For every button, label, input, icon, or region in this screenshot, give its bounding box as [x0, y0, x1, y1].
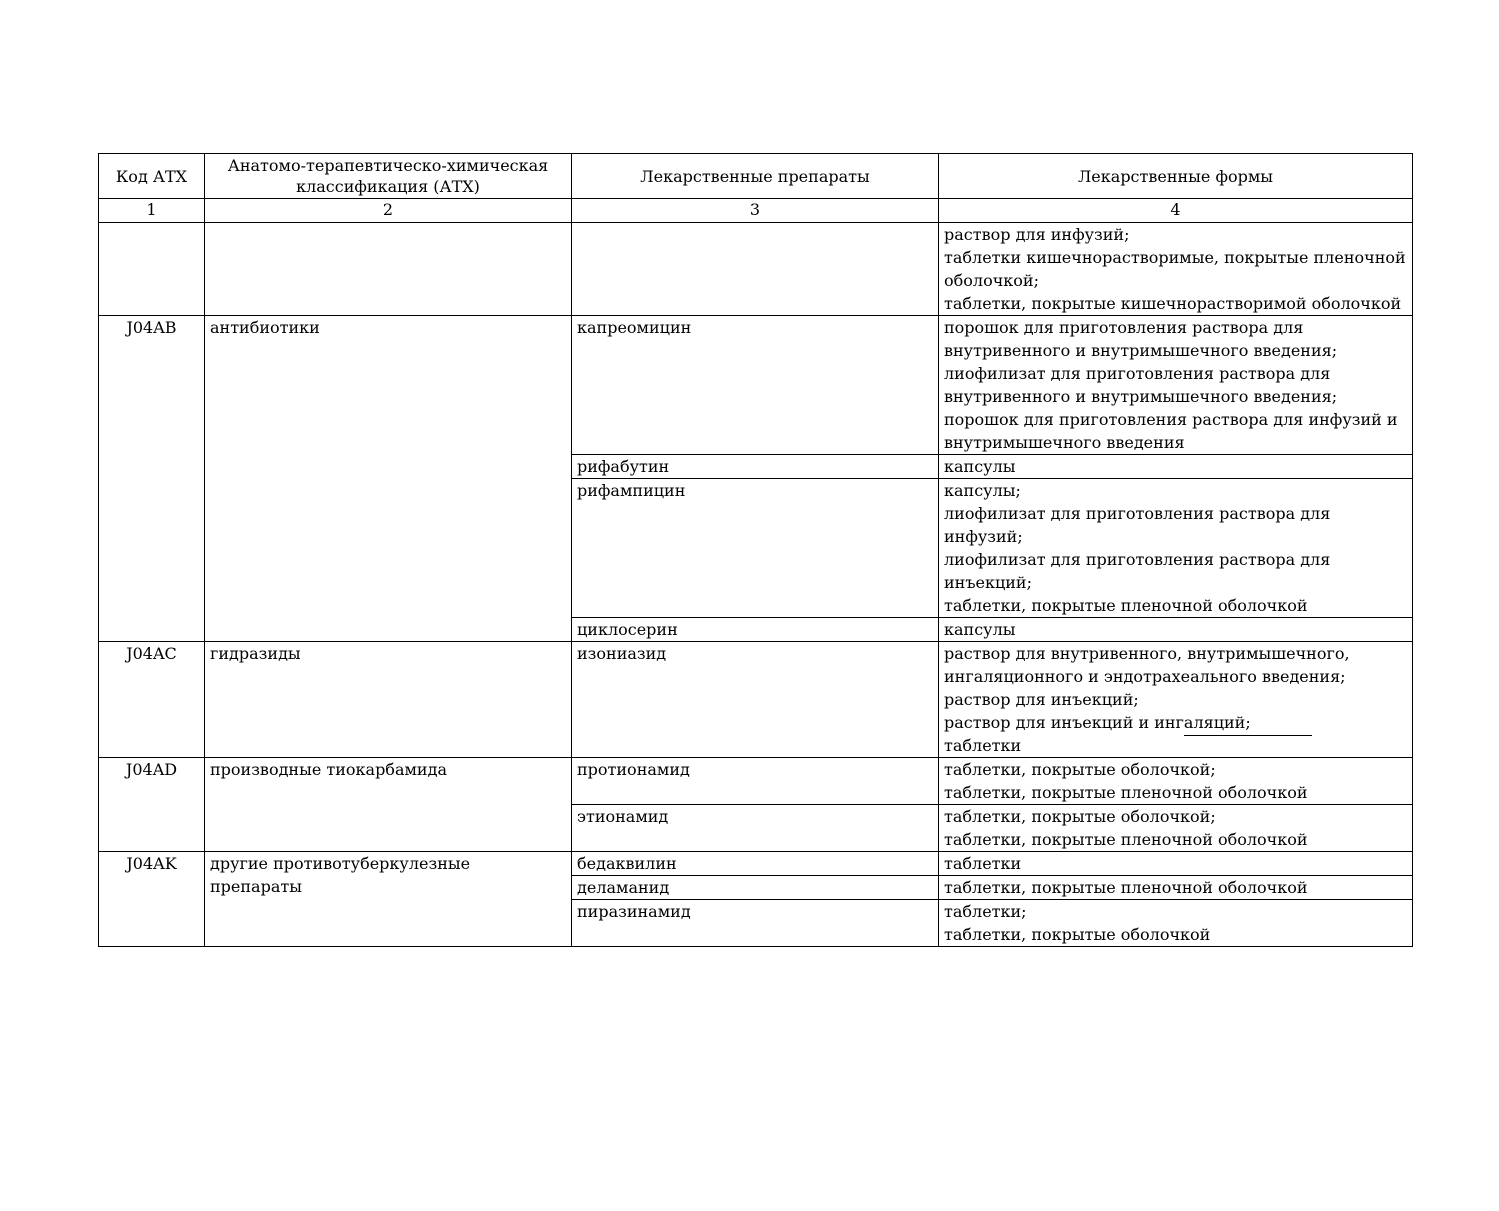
drug-name-cell: пиразинамид [572, 900, 939, 947]
drug-name-cell: рифампицин [572, 479, 939, 618]
form-item: раствор для внутривенного, внутримышечного, ингаляционного и эндотрахеального введения; [944, 644, 1355, 686]
drug-name-cell: бедаквилин [572, 852, 939, 876]
form-item: таблетки [944, 854, 1022, 873]
dosage-forms-cell [939, 642, 1413, 758]
table-row [99, 758, 1413, 805]
drug-cell [572, 223, 939, 316]
dosage-forms-cell [939, 805, 1413, 852]
table-body [99, 199, 1413, 947]
form-item: таблетки кишечнорастворимые, покрытые пленочной оболочкой; [944, 248, 1411, 290]
atx-code-cell: J04AK [99, 852, 205, 947]
drug-name-cell: циклосерин [572, 618, 939, 642]
form-item: таблетки, покрытые оболочкой; [944, 807, 1216, 826]
form-item: порошок для приготовления раствора для инфузий и внутримышечного введения [944, 410, 1403, 452]
table-row [99, 316, 1413, 455]
table-row [99, 852, 1413, 876]
form-item: раствор для инъекций и ингаляций; [944, 713, 1251, 732]
dosage-forms-cell [939, 479, 1413, 618]
form-item: таблетки, покрытые оболочкой; [944, 760, 1216, 779]
column-number: 3 [572, 199, 939, 223]
dosage-forms-cell [939, 618, 1413, 642]
form-item: таблетки, покрытые пленочной оболочкой [944, 783, 1308, 802]
drug-name-cell: деламанид [572, 876, 939, 900]
table-row [99, 642, 1413, 758]
form-item: лиофилизат для приготовления раствора для внутривенного и внутримышечного введения; [944, 364, 1338, 406]
form-item: раствор для инфузий; [944, 225, 1130, 244]
column-number-row [99, 199, 1413, 223]
form-item: таблетки, покрытые пленочной оболочкой [944, 878, 1308, 897]
column-number: 4 [939, 199, 1413, 223]
dosage-forms-cell [939, 900, 1413, 947]
atx-classification-cell: производные тиокарбамида [205, 758, 572, 852]
form-item: таблетки, покрытые оболочкой [944, 925, 1211, 944]
form-item: порошок для приготовления раствора для внутривенного и внутримышечного введения; [944, 318, 1338, 360]
atx-code-cell: J04AD [99, 758, 205, 852]
drug-name-cell: изониазид [572, 642, 939, 758]
form-item: таблетки, покрытые пленочной оболочкой [944, 830, 1308, 849]
code-cell [99, 223, 205, 316]
atx-classification-cell: гидразиды [205, 642, 572, 758]
dosage-forms-cell [939, 876, 1413, 900]
drug-name-cell: протионамид [572, 758, 939, 805]
continuation-row [99, 223, 1413, 316]
form-item: таблетки, покрытые кишечнорастворимой оболочкой [944, 294, 1402, 313]
form-item: раствор для инъекций; [944, 690, 1139, 709]
form-item: таблетки [944, 736, 1022, 755]
header-dosage-forms: Лекарственные формы [939, 154, 1413, 199]
dosage-forms-cell [939, 758, 1413, 805]
column-number: 1 [99, 199, 205, 223]
form-item: капсулы; [944, 481, 1021, 500]
forms-cell [939, 223, 1413, 316]
drug-name-cell: рифабутин [572, 455, 939, 479]
atx-classification-cell: антибиотики [205, 316, 572, 642]
form-item: капсулы [944, 620, 1016, 639]
atx-classification-cell: другие противотуберкулезные препараты [205, 852, 572, 947]
atx-code-cell: J04AC [99, 642, 205, 758]
dosage-forms-cell [939, 852, 1413, 876]
drug-name-cell: этионамид [572, 805, 939, 852]
header-atx-classification: Анатомо-терапевтическо-химическая классификация (АТХ) [205, 154, 572, 199]
dosage-forms-cell [939, 316, 1413, 455]
table-header-row [99, 154, 1413, 199]
header-atx-code: Код АТХ [99, 154, 205, 199]
classification-cell [205, 223, 572, 316]
form-item: лиофилизат для приготовления раствора для инъекций; [944, 550, 1336, 592]
stray-underline [1184, 735, 1312, 736]
form-item: таблетки, покрытые пленочной оболочкой [944, 596, 1308, 615]
header-drugs: Лекарственные препараты [572, 154, 939, 199]
atx-code-cell: J04AB [99, 316, 205, 642]
atx-drug-table [98, 153, 1413, 947]
dosage-forms-cell [939, 455, 1413, 479]
column-number: 2 [205, 199, 572, 223]
form-item: таблетки; [944, 902, 1027, 921]
drug-name-cell: капреомицин [572, 316, 939, 455]
form-item: лиофилизат для приготовления раствора для инфузий; [944, 504, 1336, 546]
form-item: капсулы [944, 457, 1016, 476]
